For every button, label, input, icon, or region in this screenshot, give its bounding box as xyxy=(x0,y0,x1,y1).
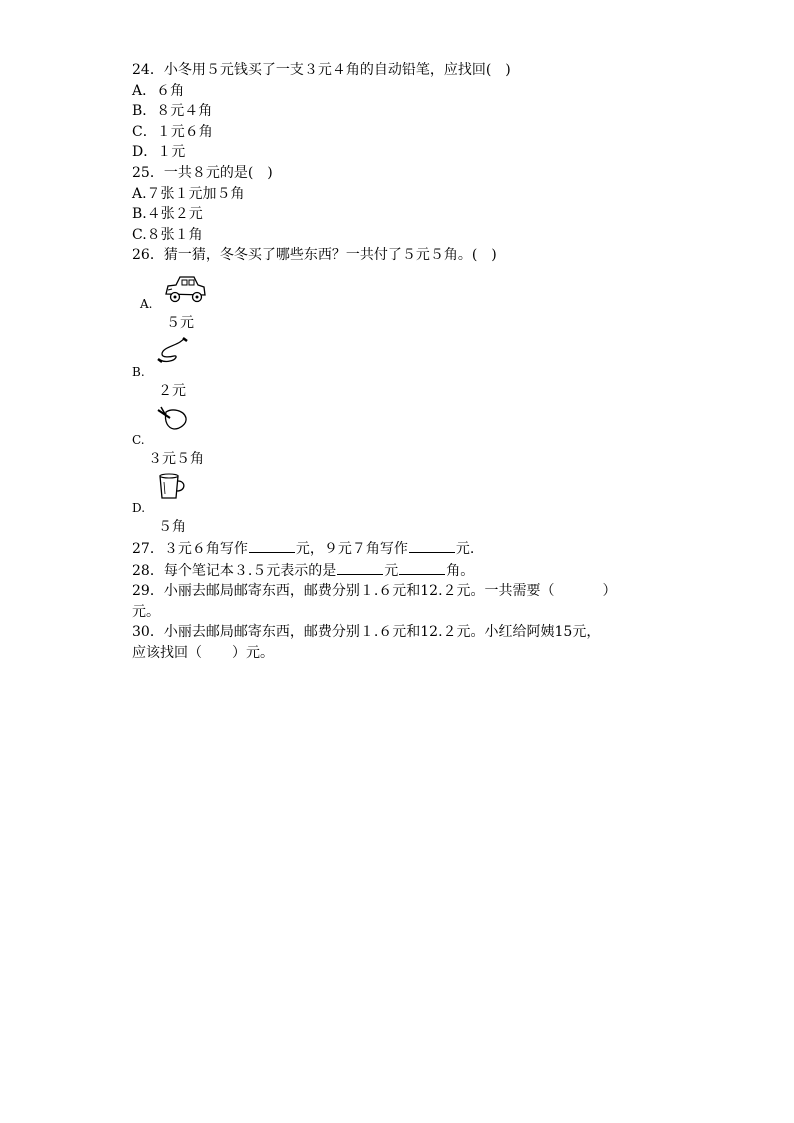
q27-text-2: 元，９元７角写作 xyxy=(295,540,408,557)
q28 xyxy=(132,560,672,582)
q30-line-2 xyxy=(132,643,672,664)
q27-text-3: 元. xyxy=(455,540,475,557)
q26-option-d-letter: D. xyxy=(132,500,146,515)
q24-option-b: B．８元４角 xyxy=(132,103,213,120)
q27-blank-2[interactable] xyxy=(409,538,455,553)
q24-option-a: A．６角 xyxy=(132,82,185,99)
q29-text-close: ） xyxy=(602,583,617,600)
q25-option-b: B.４张２元 xyxy=(132,206,203,223)
q26-option-b-letter: B. xyxy=(132,364,145,379)
q24-option-d: D．１元 xyxy=(132,144,186,161)
jump-rope-icon xyxy=(156,336,190,368)
q26-option-d xyxy=(132,476,672,516)
q26-option-c xyxy=(132,408,672,448)
q27-text-1: 27．３元６角写作 xyxy=(132,540,248,557)
q26-option-b-price: ２元 xyxy=(158,382,186,399)
q28-text-1: 28．每个笔记本３.５元表示的是 xyxy=(132,562,337,579)
q25-option-a: A.７张１元加５角 xyxy=(132,185,245,202)
q26-option-c-price: ３元５角 xyxy=(148,450,204,467)
q28-blank-2[interactable] xyxy=(399,560,445,575)
q26-option-c-letter: C. xyxy=(132,432,145,447)
q26-option-a-price: ５元 xyxy=(166,314,194,331)
toy-car-icon xyxy=(162,272,208,306)
q29-line-1 xyxy=(132,581,672,602)
q30-line-1: 30．小丽去邮局邮寄东西，邮费分别１.６元和12.２元。小红给阿姨15元， xyxy=(132,624,601,641)
q26-option-d-price: ５角 xyxy=(158,518,186,535)
q28-text-2: 元 xyxy=(384,562,399,579)
q28-blank-1[interactable] xyxy=(337,560,383,575)
q27-blank-1[interactable] xyxy=(249,538,295,553)
q29-line-2: 元。 xyxy=(132,603,160,620)
q26-option-b xyxy=(132,340,672,380)
q28-text-3: 角。 xyxy=(446,562,475,579)
q25-option-c: C.８张１角 xyxy=(132,226,203,243)
spinning-top-icon xyxy=(156,404,190,434)
q29-text-1: 29．小丽去邮局邮寄东西，邮费分别１.６元和12.２元。一共需要（ xyxy=(132,583,555,600)
q30-text-1: 应该找回（ xyxy=(132,644,202,661)
q26-option-a-letter: A. xyxy=(140,296,153,311)
worksheet xyxy=(132,60,672,664)
q26-option-a xyxy=(132,272,672,312)
q24-stem: 24．小冬用５元钱买了一支３元４角的自动铅笔，应找回( ) xyxy=(132,62,511,78)
q30-text-2: ）元。 xyxy=(232,644,274,661)
q25-stem: 25．一共８元的是( ) xyxy=(132,164,273,181)
cup-icon xyxy=(156,472,188,502)
q26-stem: 26．猜一猜，冬冬买了哪些东西？一共付了５元５角。( ) xyxy=(132,247,497,264)
q24-option-c: C．１元６角 xyxy=(132,123,213,140)
q27 xyxy=(132,538,672,560)
